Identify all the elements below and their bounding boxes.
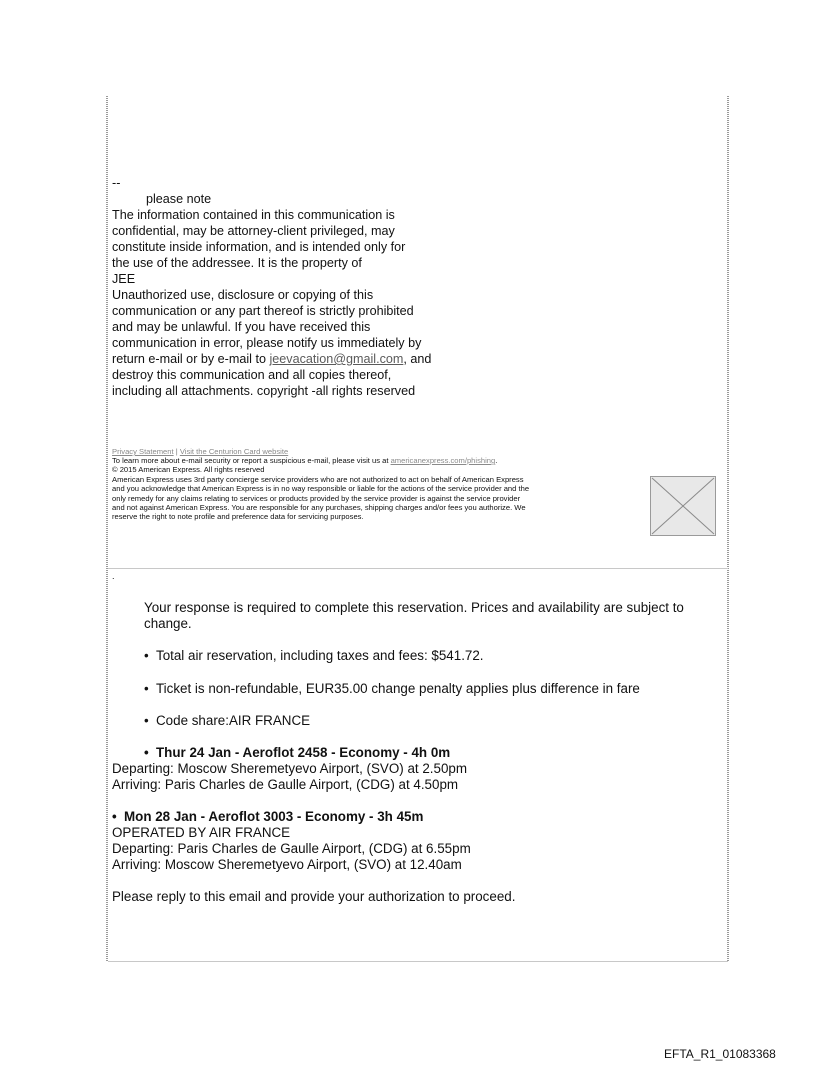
notice-line: the use of the addressee. It is the property of — [112, 256, 362, 270]
flight1-title-text: Thur 24 Jan - Aeroflot 2458 - Economy - 4h 0m — [156, 745, 451, 760]
centurion-website-link[interactable]: Visit the Centurion Card website — [179, 447, 289, 456]
intro-line: Your response is required to complete this reservation. Prices and availability are subject to — [144, 600, 684, 615]
notice-line: constitute inside information, and is intended only for — [112, 240, 406, 254]
disclaimer-line: only remedy for any claims relating to services or products provided by the service provider is against the service provider — [112, 494, 521, 503]
signature-dash: -- — [112, 176, 121, 190]
bullet-dot: • — [144, 681, 149, 696]
bullet-dot: • — [144, 713, 149, 728]
notice-line: communication or any part thereof is strictly prohibited — [112, 304, 414, 318]
bullet-codeshare — [144, 713, 310, 729]
notice-heading: please note — [146, 192, 212, 206]
privacy-statement-link[interactable]: Privacy Statement — [112, 447, 174, 456]
frame-right-border — [727, 96, 729, 962]
bullet-dot: • — [144, 745, 149, 760]
bullet-dot: • — [144, 648, 149, 663]
notice-line: and may be unlawful. If you have received this — [112, 320, 371, 334]
broken-image-cross — [651, 477, 715, 535]
flight2-operated: OPERATED BY AIR FRANCE — [112, 825, 291, 840]
disclaimer-line: reserve the right to note profile and preference data for servicing purposes. — [112, 512, 364, 521]
disclaimer-line: and you acknowledge that American Express is in no way responsible or liable for the actions of the service provider and the — [112, 484, 530, 493]
bullet-total — [144, 648, 484, 664]
flight2-departing: Departing: Paris Charles de Gaulle Airport, (CDG) at 6.55pm — [112, 841, 471, 856]
notice-email-suffix: , and — [403, 352, 432, 366]
bullet-text: Code share:AIR FRANCE — [156, 713, 311, 728]
disclaimer-line: American Express uses 3rd party concierge service providers who are not authorized to act on behalf of American Express — [112, 475, 524, 484]
flight1-title — [144, 745, 450, 761]
notice-line: including all attachments. copyright -all rights reserved — [112, 384, 416, 398]
copyright-text: © 2015 American Express. All rights reserved — [112, 465, 265, 474]
notice-line: The information contained in this communication is — [112, 208, 395, 222]
notice-line: JEE — [112, 272, 136, 286]
flight1-arriving: Arriving: Paris Charles de Gaulle Airport, (CDG) at 4.50pm — [112, 777, 459, 792]
document-id: EFTA_R1_01083368 — [664, 1047, 776, 1061]
security-notice-suffix: . — [495, 456, 498, 465]
broken-image-icon — [650, 476, 716, 536]
notice-line: confidential, may be attorney-client privileged, may — [112, 224, 395, 238]
footer-link-separator: | — [173, 447, 180, 456]
bullet-ticket — [144, 681, 640, 697]
email-link[interactable]: jeevacation@gmail.com — [269, 352, 404, 366]
security-notice — [112, 456, 497, 465]
security-notice-text: To learn more about e-mail security or report a suspicious e-mail, please visit us at — [112, 456, 391, 465]
disclaimer-line: and not against American Express. You are responsible for any purchases, shipping charges and/or fees you authorize. We — [112, 503, 526, 512]
notice-email-prefix: return e-mail or by e-mail to — [112, 352, 270, 366]
intro-line: change. — [144, 616, 192, 631]
bullet-text: Ticket is non-refundable, EUR35.00 change penalty applies plus difference in fare — [156, 681, 640, 696]
flight2-arriving: Arriving: Moscow Sheremetyevo Airport, (SVO) at 12.40am — [112, 857, 462, 872]
flight2-title-text: Mon 28 Jan - Aeroflot 3003 - Economy - 3h 45m — [124, 809, 424, 824]
notice-line: Unauthorized use, disclosure or copying of this — [112, 288, 374, 302]
frame-bottom-border — [108, 961, 728, 962]
section-divider — [108, 568, 728, 569]
notice-email-line — [112, 351, 431, 367]
closing-request: Please reply to this email and provide your authorization to proceed. — [112, 889, 516, 904]
flight1-departing: Departing: Moscow Sheremetyevo Airport, (SVO) at 2.50pm — [112, 761, 468, 776]
notice-line: communication in error, please notify us immediately by — [112, 336, 422, 350]
bullet-dot: • — [112, 809, 117, 824]
flight2-title — [112, 809, 423, 825]
bullet-text: Total air reservation, including taxes and fees: $541.72. — [156, 648, 484, 663]
stray-dot: . — [112, 571, 115, 581]
notice-line: destroy this communication and all copies thereof, — [112, 368, 392, 382]
phishing-link[interactable]: americanexpress.com/phishing — [390, 456, 496, 465]
frame-left-border — [106, 96, 108, 962]
footer-links — [112, 447, 288, 456]
